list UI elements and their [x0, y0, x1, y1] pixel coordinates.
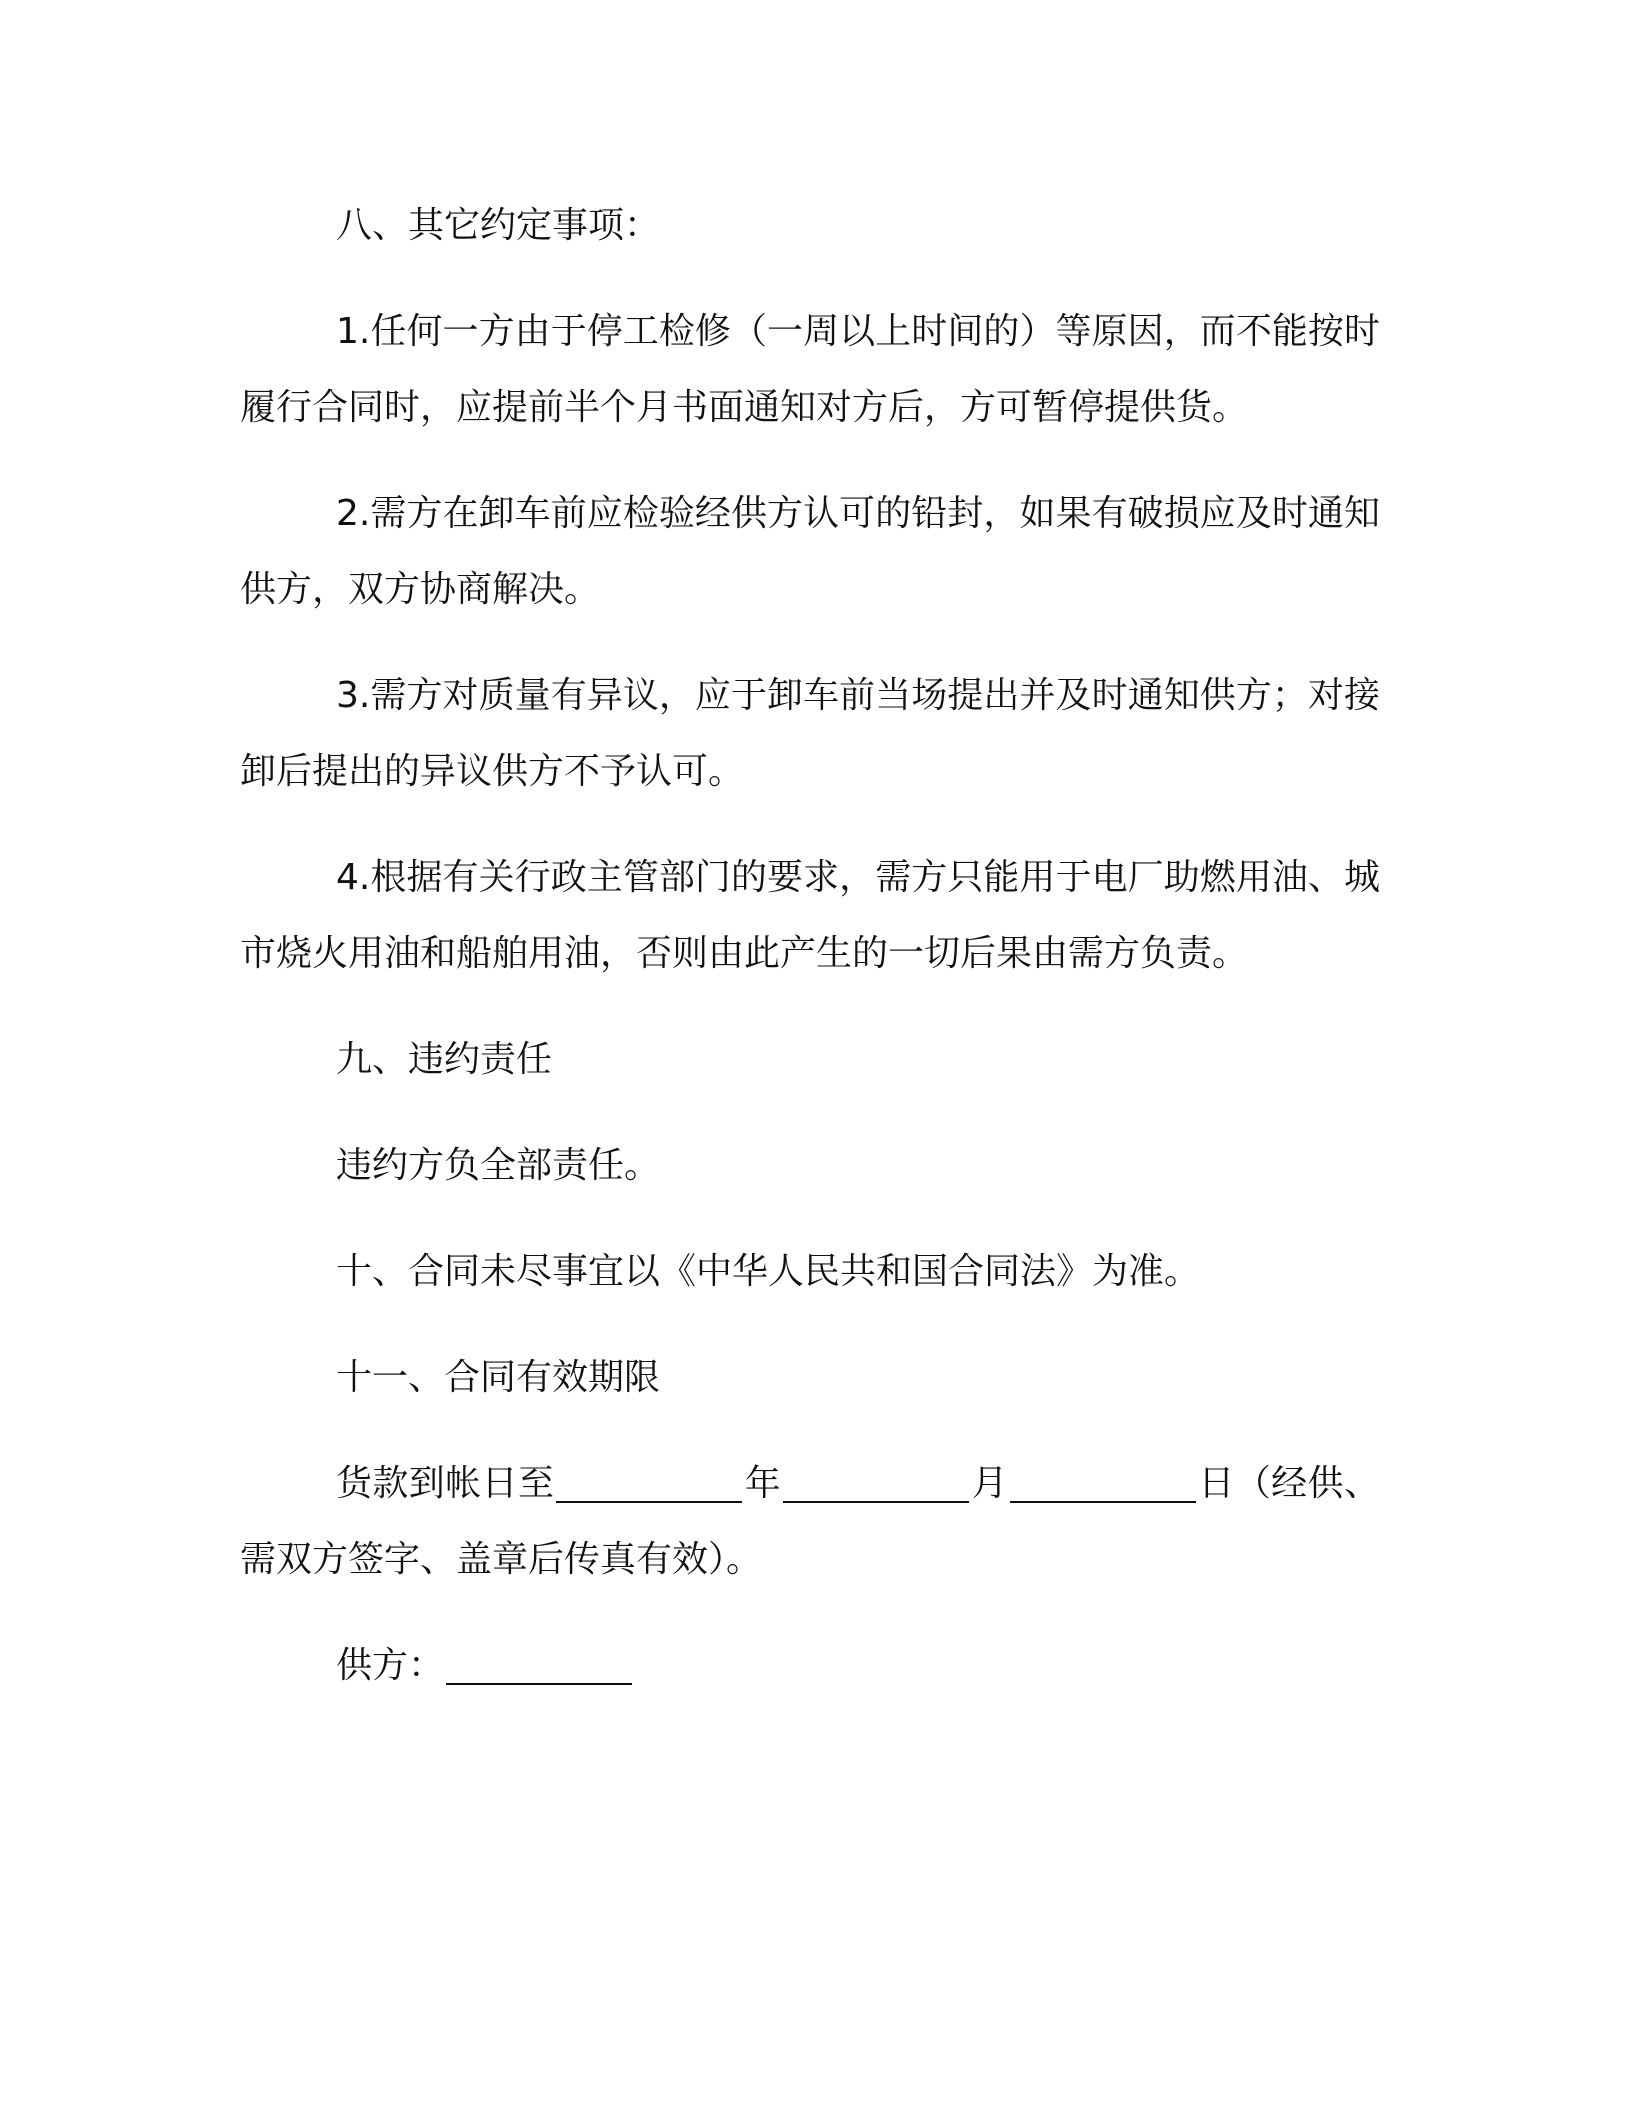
supplier-blank	[446, 1647, 632, 1685]
year-blank	[556, 1465, 742, 1503]
section-11-heading: 十一、合同有效期限	[336, 1357, 661, 1398]
validity-prefix: 货款到帐日至	[336, 1463, 555, 1504]
section-9-body: 违约方负全部责任。	[336, 1145, 661, 1186]
section-10: 十、合同未尽事宜以《中华人民共和国合同法》为准。	[336, 1251, 1201, 1292]
day-blank	[1010, 1465, 1196, 1503]
validity-suffix: （经供、需双方签字、盖章后传真有效）。	[240, 1463, 1380, 1580]
document-body	[240, 188, 1380, 1734]
supplier-label: 供方：	[336, 1645, 445, 1686]
validity-day: 日	[1197, 1463, 1235, 1504]
validity-month: 月	[971, 1463, 1008, 1504]
validity-clause	[240, 1446, 1380, 1598]
validity-year: 年	[744, 1463, 782, 1504]
month-blank	[783, 1465, 969, 1503]
item-4: 4.根据有关行政主管部门的要求，需方只能用于电厂助燃用油、城市烧火用油和船舶用油，否则由此产生的一切后果由需方负责。	[240, 857, 1380, 974]
item-3: 3.需方对质量有异议，应于卸车前当场提出并及时通知供方；对接卸后提出的异议供方不予认可。	[240, 675, 1380, 792]
item-2: 2.需方在卸车前应检验经供方认可的铅封，如果有破损应及时通知供方，双方协商解决。	[240, 493, 1380, 610]
section-9-heading: 九、违约责任	[336, 1039, 553, 1080]
item-1: 1.任何一方由于停工检修（一周以上时间的）等原因，而不能按时履行合同时，应提前半个月书面通知对方后，方可暂停提供货。	[240, 311, 1380, 428]
supplier-line	[240, 1628, 1380, 1704]
section-8-heading: 八、其它约定事项：	[336, 205, 661, 246]
